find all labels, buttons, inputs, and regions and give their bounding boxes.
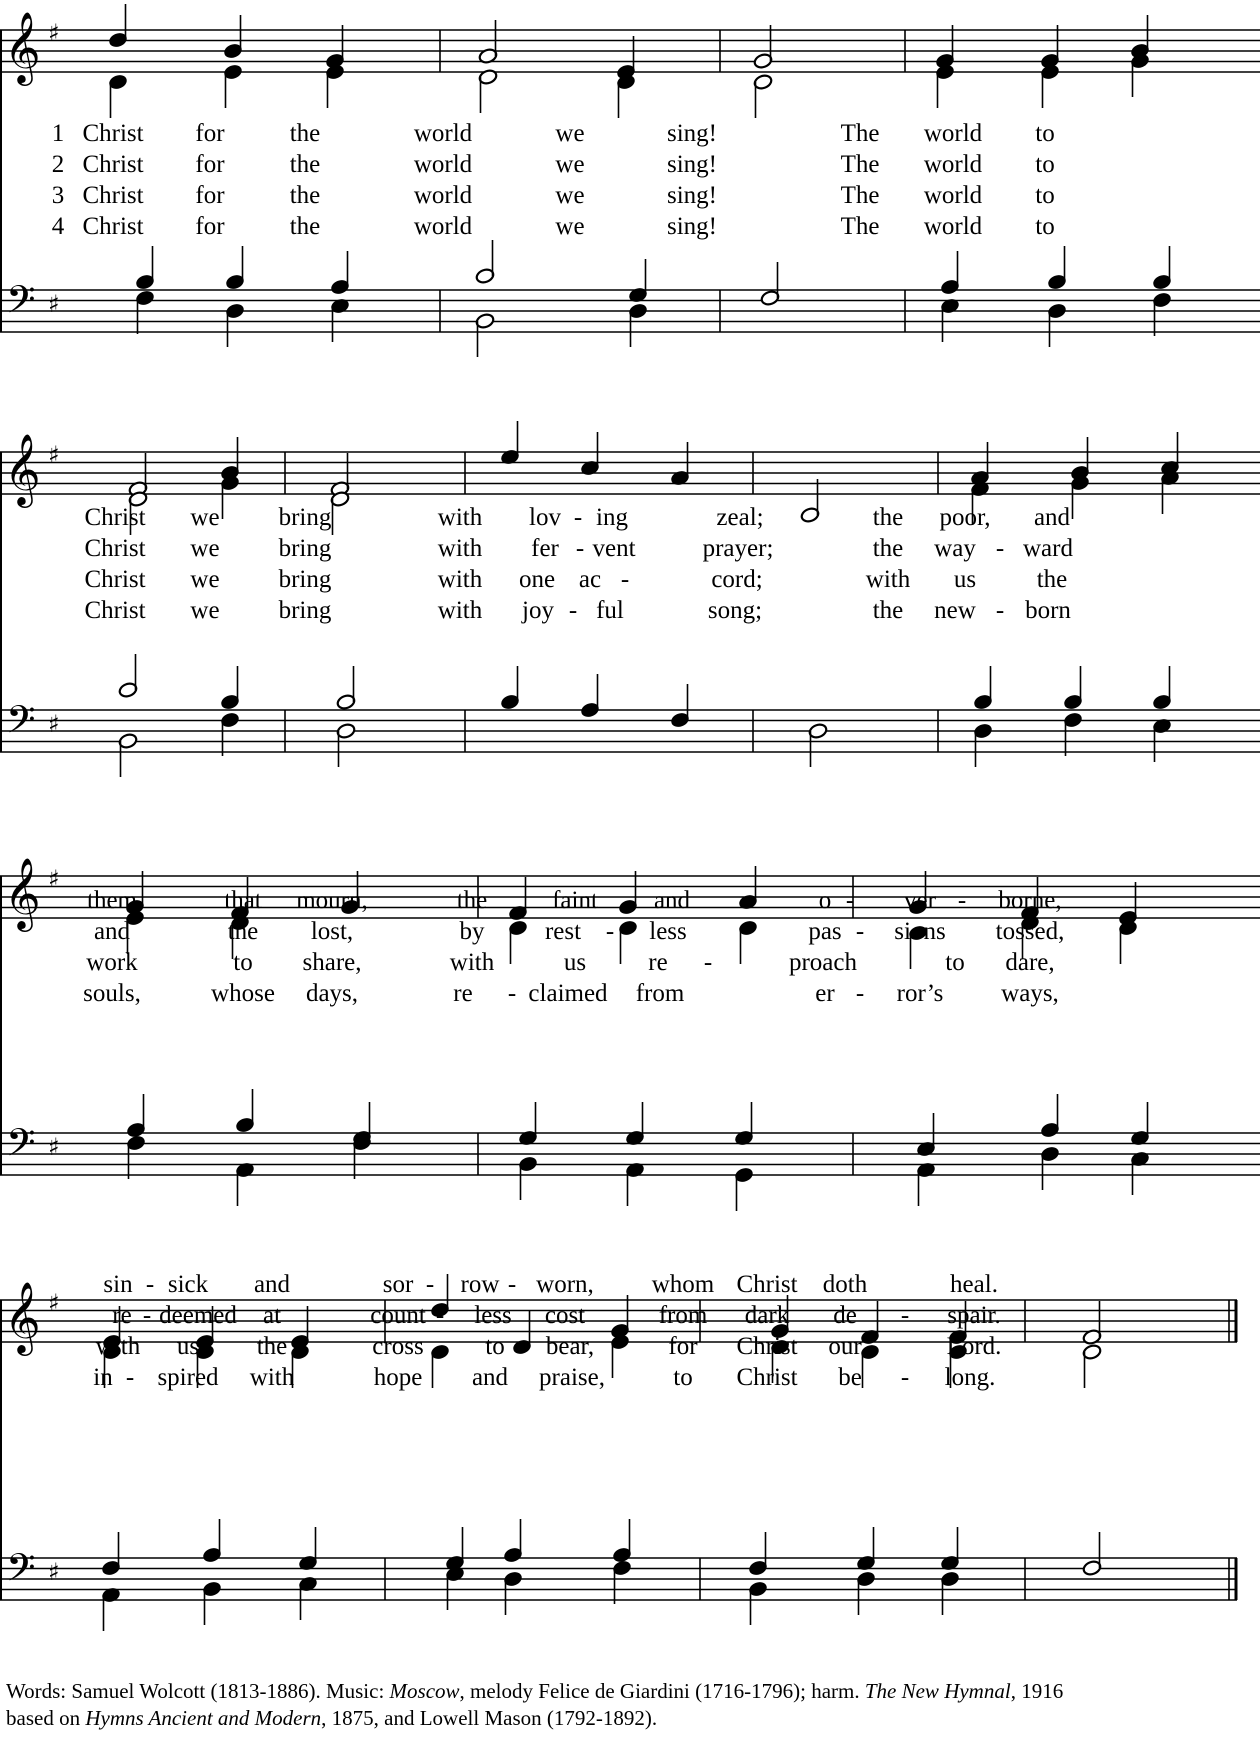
attribution-line-1 — [6, 1678, 1256, 1705]
lyric-syllable: Christ — [84, 566, 146, 593]
lyric-syllable: Christ — [84, 504, 146, 531]
lyric-syllable: spair. — [947, 1302, 1001, 1329]
lyric-syllable: ror’s — [896, 980, 944, 1007]
words-credit: Words: Samuel Wolcott (1813-1886). Music: — [6, 1679, 390, 1703]
lyric-syllable: world — [923, 151, 983, 178]
lyric-syllable: in — [93, 1364, 113, 1391]
lyric-syllable: sing! — [667, 213, 717, 240]
lyric-syllable: we — [555, 151, 585, 178]
lyric-syllable: ward — [1023, 535, 1073, 562]
lyric-syllable: to — [945, 949, 965, 976]
lyric-syllable: the — [456, 887, 488, 914]
lyric-syllable: - — [957, 887, 967, 914]
lyric-syllable: doth — [822, 1271, 868, 1298]
lyric-syllable: for — [195, 213, 225, 240]
verse-number: 2 — [51, 151, 65, 178]
lyric-syllable: worn, — [536, 1271, 594, 1298]
lyric-syllable: zeal; — [716, 504, 764, 531]
bass-clef: 𝄢 — [6, 1120, 36, 1174]
lyric-syllable: sing! — [667, 182, 717, 209]
lyric-syllable: whose — [211, 980, 275, 1007]
lyric-syllable: share, — [302, 949, 362, 976]
lyric-syllable: Christ — [82, 151, 144, 178]
lyric-syllable: proach — [788, 949, 858, 976]
lyric-syllable: to — [485, 1333, 505, 1360]
lyric-syllable: sing! — [667, 151, 717, 178]
lyric-syllable: claimed — [528, 980, 608, 1007]
lyric-syllable: to — [673, 1364, 693, 1391]
lyric-syllable: re — [648, 949, 668, 976]
lyric-syllable: - — [507, 980, 517, 1007]
lyric-syllable: to — [233, 949, 253, 976]
lyric-syllable: re — [112, 1302, 132, 1329]
lyric-syllable: o — [818, 887, 832, 914]
lyric-syllable: we — [190, 504, 220, 531]
lyric-syllable: poor, — [939, 504, 991, 531]
lyric-syllable: born — [1025, 597, 1071, 624]
lyric-syllable: from — [635, 980, 685, 1007]
lyric-syllable: from — [658, 1302, 708, 1329]
lyric-syllable: Christ — [84, 535, 146, 562]
lyric-syllable: to — [1035, 151, 1055, 178]
lyric-syllable: lost, — [310, 918, 354, 945]
lyric-syllable: with — [449, 949, 495, 976]
lyric-syllable: for — [195, 182, 225, 209]
source-title: Hymns Ancient and Modern — [85, 1706, 322, 1730]
lyric-syllable: us — [563, 949, 587, 976]
lyric-syllable: sin — [103, 1271, 133, 1298]
lyric-syllable: the — [289, 120, 321, 147]
lyric-syllable: with — [95, 1333, 141, 1360]
verse-number: 4 — [51, 213, 65, 240]
lyric-syllable: The — [840, 151, 880, 178]
hymnal-title: The New Hymnal — [864, 1679, 1011, 1703]
lyric-syllable: sing! — [667, 120, 717, 147]
attribution-footer — [6, 1678, 1256, 1732]
lyric-syllable: world — [923, 120, 983, 147]
lyric-syllable: deemed — [159, 1302, 237, 1329]
lyric-syllable: world — [923, 213, 983, 240]
lyric-syllable: at — [262, 1302, 282, 1329]
lyric-syllable: - — [995, 535, 1005, 562]
lyric-syllable: Christ — [736, 1271, 798, 1298]
lyric-syllable: the — [872, 504, 904, 531]
lyric-syllable: heal. — [950, 1271, 998, 1298]
lyric-syllable: - — [507, 1271, 517, 1298]
lyric-syllable: song; — [707, 597, 763, 624]
lyric-syllable: - — [900, 1302, 910, 1329]
lyric-syllable: the — [1036, 566, 1068, 593]
lyric-syllable: the — [872, 535, 904, 562]
lyric-syllable: souls, — [83, 980, 141, 1007]
lyric-syllable: fer — [531, 535, 559, 562]
treble-clef: 𝄞 — [4, 10, 41, 83]
lyric-syllable: count — [370, 1302, 426, 1329]
lyric-syllable: The — [840, 182, 880, 209]
bass-clef: 𝄢 — [6, 697, 36, 751]
lyric-syllable: - — [995, 597, 1005, 624]
lyric-syllable: we — [190, 535, 220, 562]
lyric-syllable: the — [227, 918, 259, 945]
lyric-syllable: with — [437, 566, 483, 593]
attribution-line-2 — [6, 1705, 1256, 1732]
lyric-syllable: - — [855, 918, 865, 945]
lyric-syllable: dare, — [1005, 949, 1055, 976]
lyric-syllable: er — [815, 980, 835, 1007]
lyric-syllable: be — [838, 1364, 862, 1391]
lyric-syllable: long. — [944, 1364, 996, 1391]
lyric-syllable: - — [575, 535, 585, 562]
lyric-syllable: by — [459, 918, 485, 945]
lyric-syllable: new — [934, 597, 976, 624]
lyric-syllable: Lord. — [946, 1333, 1002, 1360]
lyric-syllable: and — [653, 887, 691, 914]
verse-number: 3 — [51, 182, 65, 209]
lyric-syllable: we — [555, 120, 585, 147]
lyric-syllable: the — [256, 1333, 288, 1360]
lyric-syllable: - — [425, 1271, 435, 1298]
lyric-syllable: one — [518, 566, 556, 593]
melody-credit: , melody Felice de Giardini (1716-1796); harm. — [459, 1679, 865, 1703]
lyric-syllable: ful — [596, 597, 624, 624]
source-suffix: , 1875, and Lowell Mason (1792-1892). — [321, 1706, 658, 1730]
tune-name: Moscow — [389, 1679, 460, 1703]
lyric-syllable: we — [190, 566, 220, 593]
source-prefix: based on — [6, 1706, 86, 1730]
key-signature-sharp: ♯ — [48, 19, 60, 47]
lyric-syllable: bear, — [545, 1333, 595, 1360]
lyric-syllable: The — [840, 213, 880, 240]
lyric-syllable: bring — [278, 504, 332, 531]
lyric-syllable: Christ — [82, 182, 144, 209]
lyric-syllable: praise, — [539, 1364, 605, 1391]
lyric-syllable: cost — [544, 1302, 586, 1329]
lyric-syllable: work — [86, 949, 138, 976]
lyric-syllable: the — [872, 597, 904, 624]
lyric-syllable: with — [437, 597, 483, 624]
lyric-syllable: sions — [894, 918, 946, 945]
lyric-syllable: lov — [529, 504, 561, 531]
lyric-syllable: row — [460, 1271, 500, 1298]
lyric-syllable: to — [1035, 120, 1055, 147]
lyric-syllable: we — [555, 213, 585, 240]
key-signature-sharp: ♯ — [48, 441, 60, 469]
lyric-syllable: the — [289, 182, 321, 209]
lyric-syllable: the — [289, 213, 321, 240]
lyric-syllable: ac — [578, 566, 602, 593]
lyric-syllable: - — [125, 1364, 135, 1391]
lyric-syllable: ing — [596, 504, 628, 531]
lyric-syllable: vent — [592, 535, 636, 562]
lyric-syllable: dark — [744, 1302, 790, 1329]
lyric-syllable: our — [828, 1333, 862, 1360]
lyric-syllable: and — [1033, 504, 1071, 531]
lyric-syllable: whom — [651, 1271, 715, 1298]
lyric-syllable: faint — [552, 887, 598, 914]
lyric-syllable: bring — [278, 566, 332, 593]
lyric-syllable: joy — [522, 597, 554, 624]
verse-number: 1 — [51, 120, 65, 147]
lyric-syllable: and — [93, 918, 131, 945]
lyric-syllable: sor — [382, 1271, 414, 1298]
key-signature-sharp: ♯ — [48, 1558, 60, 1586]
treble-clef: 𝄞 — [4, 1280, 41, 1353]
lyric-syllable: us — [176, 1333, 200, 1360]
hymnal-year: , 1916 — [1010, 1679, 1064, 1703]
lyric-syllable: prayer; — [702, 535, 774, 562]
lyric-syllable: bring — [278, 597, 332, 624]
lyric-syllable: bring — [278, 535, 332, 562]
lyric-syllable: - — [435, 1302, 445, 1329]
lyric-syllable: The — [840, 120, 880, 147]
lyric-syllable: world — [923, 182, 983, 209]
lyric-syllable: world — [413, 182, 473, 209]
treble-clef: 𝄞 — [4, 856, 41, 929]
lyric-syllable: hope — [373, 1364, 423, 1391]
lyric-syllable: we — [555, 182, 585, 209]
lyric-syllable: ver — [904, 887, 936, 914]
lyric-syllable: spired — [157, 1364, 219, 1391]
lyric-syllable: - — [703, 949, 713, 976]
lyric-syllable: tossed, — [995, 918, 1065, 945]
lyric-syllable: - — [568, 597, 578, 624]
lyric-syllable: them — [87, 887, 137, 914]
lyric-syllable: - — [142, 1302, 152, 1329]
lyric-syllable: and — [471, 1364, 509, 1391]
treble-clef: 𝄞 — [4, 432, 41, 505]
lyric-syllable: Christ — [82, 120, 144, 147]
lyric-syllable: us — [953, 566, 977, 593]
lyric-syllable: Christ — [736, 1364, 798, 1391]
lyric-syllable: for — [668, 1333, 698, 1360]
lyric-syllable: with — [249, 1364, 295, 1391]
key-signature-sharp: ♯ — [48, 290, 60, 318]
lyric-syllable: less — [649, 918, 687, 945]
lyric-syllable: rest — [544, 918, 582, 945]
key-signature-sharp: ♯ — [48, 1289, 60, 1317]
lyric-syllable: world — [413, 213, 473, 240]
lyric-syllable: world — [413, 120, 473, 147]
lyric-syllable: with — [437, 535, 483, 562]
lyric-syllable: - — [900, 1364, 910, 1391]
lyric-syllable: mourn, — [296, 887, 368, 914]
key-signature-sharp: ♯ — [48, 1133, 60, 1161]
lyric-syllable: cord; — [711, 566, 763, 593]
lyric-syllable: with — [865, 566, 911, 593]
lyric-syllable: - — [605, 918, 615, 945]
key-signature-sharp: ♯ — [48, 710, 60, 738]
lyric-syllable: - — [845, 887, 855, 914]
key-signature-sharp: ♯ — [48, 865, 60, 893]
lyric-syllable: ways, — [1001, 980, 1059, 1007]
lyric-syllable: de — [833, 1302, 857, 1329]
lyric-syllable: that — [224, 887, 262, 914]
lyric-syllable: borne, — [998, 887, 1062, 914]
lyric-syllable: sick — [167, 1271, 209, 1298]
lyric-syllable: to — [1035, 182, 1055, 209]
lyric-syllable: less — [474, 1302, 512, 1329]
lyric-syllable: pas — [808, 918, 842, 945]
lyric-syllable: for — [195, 151, 225, 178]
lyric-syllable: Christ — [84, 597, 146, 624]
lyric-syllable: re — [453, 980, 473, 1007]
lyric-syllable: with — [437, 504, 483, 531]
bass-clef: 𝄢 — [6, 1545, 36, 1599]
bass-clef: 𝄢 — [6, 277, 36, 331]
lyric-syllable: we — [190, 597, 220, 624]
lyric-syllable: for — [195, 120, 225, 147]
lyric-syllable: world — [413, 151, 473, 178]
lyric-syllable: Christ — [736, 1333, 798, 1360]
lyric-syllable: - — [620, 566, 630, 593]
lyric-syllable: - — [573, 504, 583, 531]
lyric-syllable: - — [855, 980, 865, 1007]
lyric-syllable: and — [253, 1271, 291, 1298]
lyric-syllable: to — [1035, 213, 1055, 240]
lyric-syllable: way — [934, 535, 976, 562]
lyric-syllable: days, — [305, 980, 359, 1007]
lyric-syllable: cross — [372, 1333, 424, 1360]
lyric-syllable: - — [145, 1271, 155, 1298]
lyric-syllable: the — [289, 151, 321, 178]
lyric-syllable: Christ — [82, 213, 144, 240]
